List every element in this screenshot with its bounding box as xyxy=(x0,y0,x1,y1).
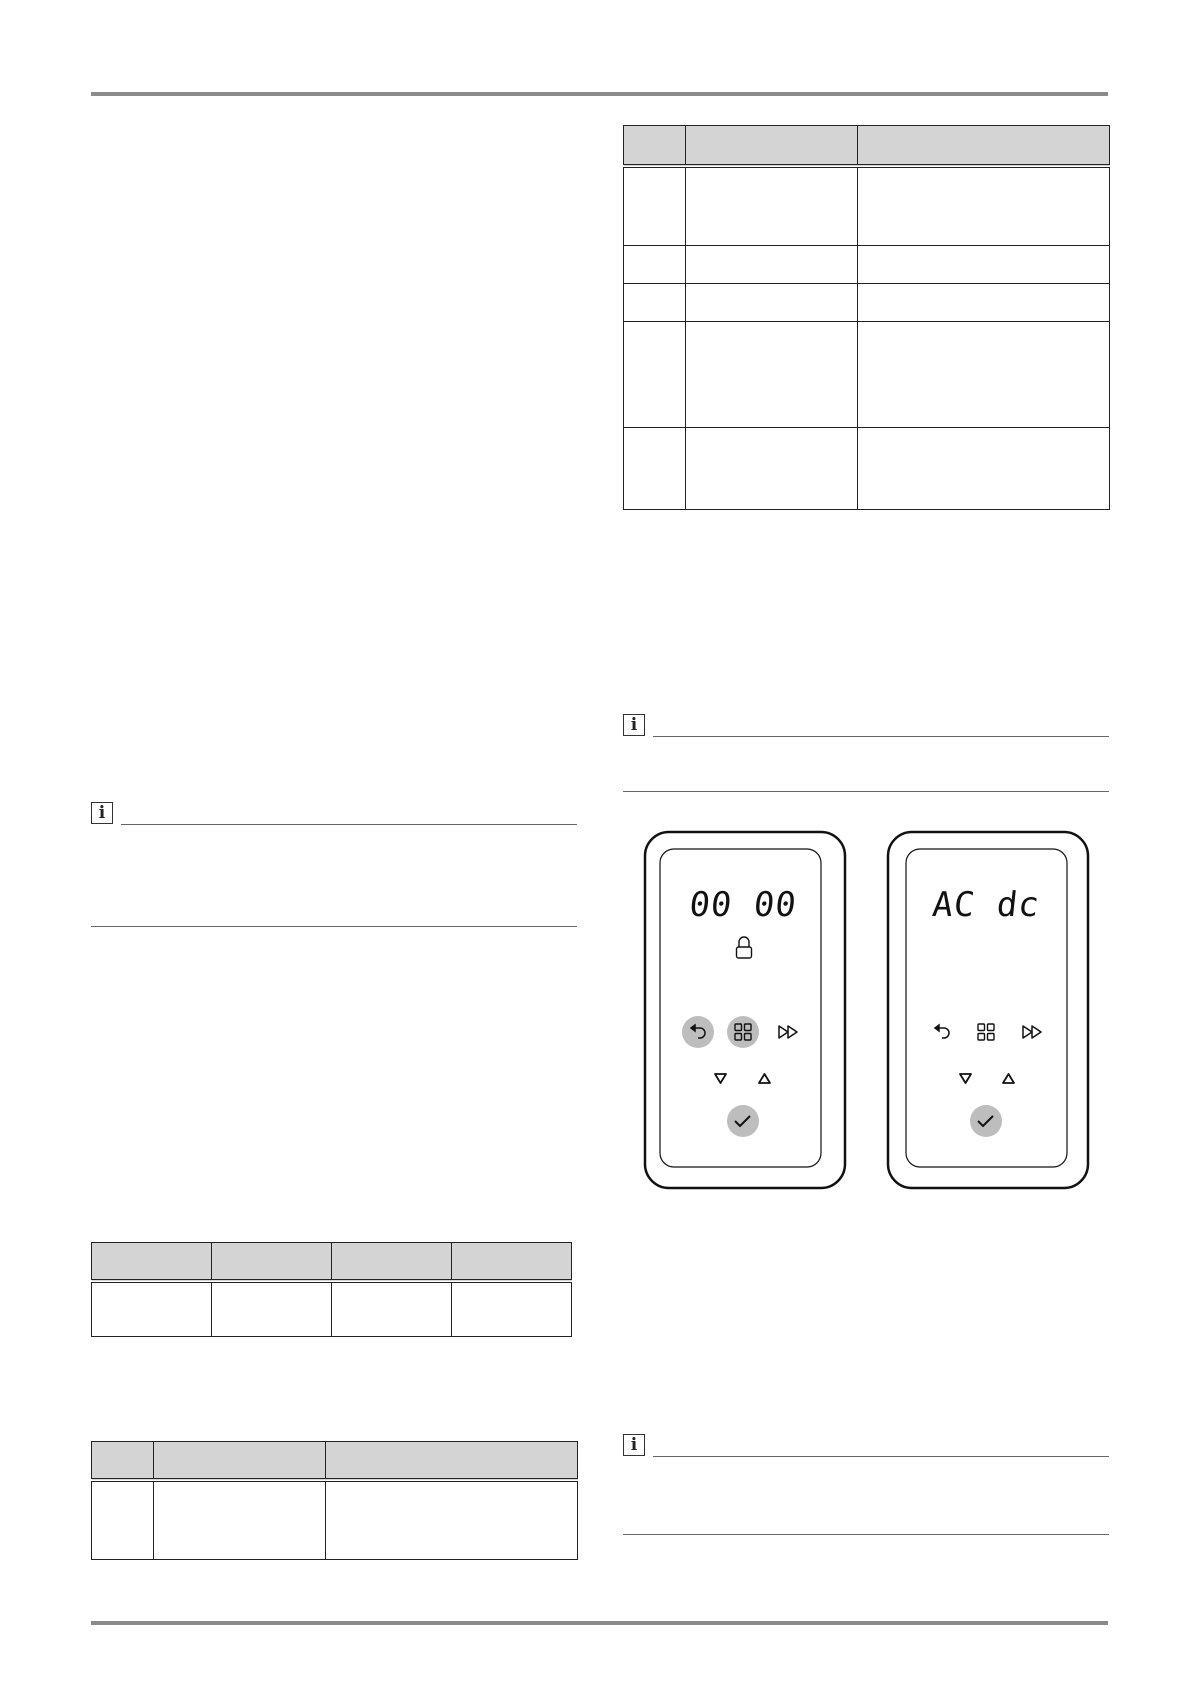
table-cell xyxy=(452,1281,572,1337)
table-row xyxy=(92,1281,572,1337)
table-cell xyxy=(686,428,858,510)
footer-rule xyxy=(91,1621,1108,1625)
control-panel-right xyxy=(886,830,1090,1190)
confirm-button[interactable] xyxy=(970,1105,1002,1137)
table-cell xyxy=(686,284,858,322)
table-header-cell xyxy=(212,1243,332,1281)
info-note-right-2 xyxy=(623,1434,1109,1460)
table-row xyxy=(624,322,1110,428)
table-cell xyxy=(624,322,686,428)
control-panel-left xyxy=(643,830,847,1190)
table-cell xyxy=(858,284,1110,322)
header-rule xyxy=(91,92,1108,96)
info-note-end-rule xyxy=(91,926,577,927)
table-row xyxy=(92,1480,578,1560)
table-cell xyxy=(624,284,686,322)
table-cell xyxy=(858,322,1110,428)
table-three-column-left xyxy=(91,1441,578,1560)
table-cell xyxy=(686,166,858,246)
table-header-cell xyxy=(92,1243,212,1281)
table-header-cell xyxy=(452,1243,572,1281)
table-cell xyxy=(858,246,1110,284)
table-row xyxy=(624,284,1110,322)
info-note-rule xyxy=(653,1456,1109,1457)
info-icon: i xyxy=(623,714,645,736)
table-header-cell xyxy=(154,1442,326,1480)
table-cell xyxy=(212,1281,332,1337)
table-header-row xyxy=(92,1243,572,1281)
info-note-right-1 xyxy=(623,714,1109,740)
table-header-cell xyxy=(858,126,1110,166)
display-readout: AC dc xyxy=(930,885,1042,925)
table-header-cell xyxy=(686,126,858,166)
table-header-cell xyxy=(624,126,686,166)
table-cell xyxy=(858,428,1110,510)
table-four-column xyxy=(91,1242,572,1337)
table-row xyxy=(624,166,1110,246)
info-note-left xyxy=(91,802,577,828)
confirm-button[interactable] xyxy=(727,1105,759,1137)
table-cell xyxy=(326,1480,578,1560)
table-header-row xyxy=(624,126,1110,166)
table-cell xyxy=(858,166,1110,246)
menu-button[interactable] xyxy=(727,1016,759,1048)
info-icon: i xyxy=(91,802,113,824)
table-cell xyxy=(332,1281,452,1337)
table-three-column-right xyxy=(623,125,1110,510)
table-cell xyxy=(624,246,686,284)
table-header-cell xyxy=(326,1442,578,1480)
table-cell xyxy=(92,1480,154,1560)
table-cell xyxy=(624,428,686,510)
table-row xyxy=(624,428,1110,510)
table-cell xyxy=(624,166,686,246)
info-note-end-rule xyxy=(623,791,1109,792)
table-header-cell xyxy=(332,1243,452,1281)
info-note-rule xyxy=(653,736,1109,737)
table-cell xyxy=(686,322,858,428)
table-cell xyxy=(154,1480,326,1560)
table-header-cell xyxy=(92,1442,154,1480)
table-row xyxy=(624,246,1110,284)
info-note-end-rule xyxy=(623,1534,1109,1535)
table-cell xyxy=(686,246,858,284)
info-icon: i xyxy=(623,1434,645,1456)
back-button[interactable] xyxy=(682,1016,714,1048)
table-cell xyxy=(92,1281,212,1337)
info-note-rule xyxy=(121,824,577,825)
display-readout: 00 00 xyxy=(687,885,799,925)
table-header-row xyxy=(92,1442,578,1480)
